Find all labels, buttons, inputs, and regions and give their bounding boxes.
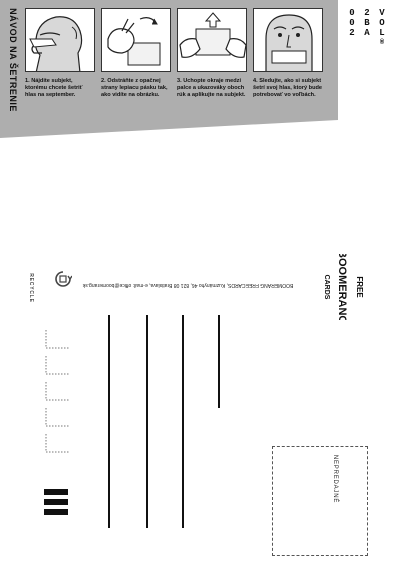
stamp-box: [272, 446, 368, 556]
series-code-col-1: V O L ®: [379, 8, 385, 47]
postal-marker-bar: [44, 509, 68, 515]
series-code-col-2: 2 B A: [364, 8, 370, 38]
stamp-label: NEPREDAJNÉ: [332, 454, 338, 504]
postal-marker-bar: [44, 499, 68, 505]
recycle-label: RECYCLE: [28, 273, 34, 303]
logo-bottom-text: CARDS: [323, 274, 330, 300]
step-1-text: 1. Nájdite subjekt, ktorému chcete šetriť hlas na september.: [25, 78, 83, 98]
step-3-illustration: [177, 8, 247, 72]
step-4-text: 4. Sledujte, ako si subjekt šetrí svoj hlas, ktorý bude potrebovať vo voľbách.: [253, 78, 323, 98]
logo-top-text: FREE: [355, 276, 364, 298]
step-4-illustration: [253, 8, 323, 72]
postal-marker-bar: [44, 489, 68, 495]
instructions-strip: [0, 0, 338, 120]
step-2-illustration: [101, 8, 171, 72]
logo-main-text: BOOMERANG: [336, 254, 348, 320]
recycle-icon: [54, 270, 72, 293]
instructions-title-text: NÁVOD NA ŠETRENIE: [8, 8, 18, 112]
boomerang-logo: [318, 254, 368, 320]
strip-edge: [0, 118, 400, 138]
postal-code-boxes: [44, 328, 74, 458]
series-code-col-3: 0 0 2: [349, 8, 355, 38]
instructions-title: [0, 0, 26, 118]
address-line-3: [146, 315, 148, 528]
address-line-4: [108, 315, 110, 528]
publisher-address: BOOMERANG FREECARDS, Kuzmányho 46, 821 08 Bratislava, e-mail: office@boomerang.sk: [82, 282, 294, 288]
address-line-2: [182, 315, 184, 528]
step-1-illustration: [25, 8, 95, 72]
step-3-text: 3. Uchopte okraje medzi palce a ukazováky oboch rúk a aplikujte na subjekt.: [177, 78, 246, 98]
step-2-text: 2. Odstráňte z opačnej strany lepiacu pásku tak, ako vidíte na obrázku.: [101, 78, 168, 98]
address-line-1: [218, 315, 220, 408]
